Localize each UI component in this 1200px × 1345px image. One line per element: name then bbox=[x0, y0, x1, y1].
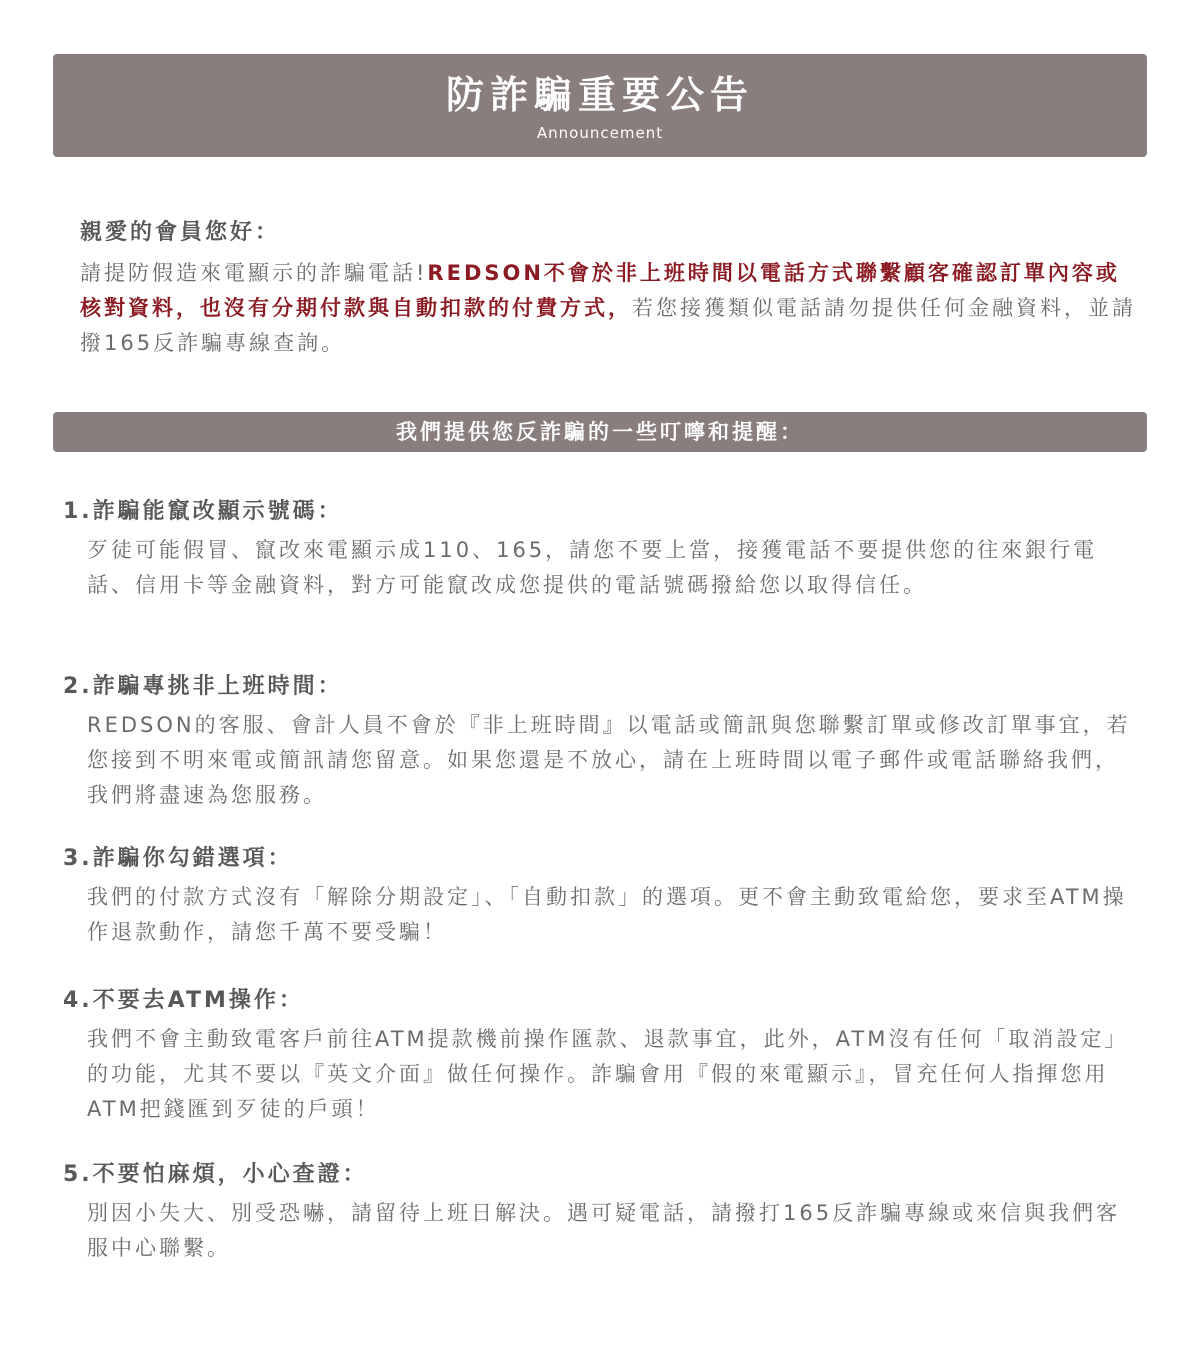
tip-title: 5.不要怕麻煩，小心查證： bbox=[63, 1162, 368, 1187]
tip-item bbox=[63, 842, 1133, 950]
tip-body: 歹徒可能假冒、竄改來電顯示成110、165，請您不要上當，接獲電話不要提供您的往來銀行電話、信用卡等金融資料，對方可能竄改成您提供的電話號碼撥給您以取得信任。 bbox=[87, 538, 1098, 597]
tip-body: 我們不會主動致電客戶前往ATM提款機前操作匯款、退款事宜，此外，ATM沒有任何「取消設定」的功能，尤其不要以『英文介面』做任何操作。詐騙會用『假的來電顯示』，冒充任何人指揮您用ATM把錢匯到歹徒的戶頭！ bbox=[87, 1027, 1129, 1121]
page-title: 防詐騙重要公告 bbox=[445, 73, 754, 117]
tip-item bbox=[63, 495, 1133, 603]
greeting: 親愛的會員您好： bbox=[80, 220, 281, 245]
announcement-banner bbox=[53, 54, 1147, 157]
tip-item bbox=[63, 984, 1133, 1127]
intro-lead: 請提防假造來電顯示的詐騙電話! bbox=[80, 261, 428, 285]
tip-title: 2.詐騙專挑非上班時間： bbox=[63, 674, 343, 699]
tip-item bbox=[63, 1158, 1133, 1266]
tip-title: 4.不要去ATM操作： bbox=[63, 988, 304, 1013]
tip-title: 1.詐騙能竄改顯示號碼： bbox=[63, 499, 343, 524]
tips-header-banner: 我們提供您反詐騙的一些叮嚀和提醒： bbox=[53, 412, 1147, 452]
tip-body: REDSON的客服、會計人員不會於『非上班時間』以電話或簡訊與您聯繫訂單或修改訂單事宜，若您接到不明來電或簡訊請您留意。如果您還是不放心，請在上班時間以電子郵件或電話聯絡我們，我們將盡速為您服務。 bbox=[87, 713, 1131, 807]
tip-body: 我們的付款方式沒有「解除分期設定」、「自動扣款」的選項。更不會主動致電給您，要求至ATM操作退款動作，請您千萬不要受騙！ bbox=[87, 885, 1127, 944]
tip-body: 別因小失大、別受恐嚇，請留待上班日解決。遇可疑電話，請撥打165反詐騙專線或來信與我們客服中心聯繫。 bbox=[87, 1201, 1121, 1260]
page-subtitle: Announcement bbox=[536, 124, 664, 142]
intro-paragraph bbox=[80, 256, 1140, 361]
intro-tail: 若您接獲類似電話請勿提供任何金融資料，並請撥165反詐騙專線查詢。 bbox=[80, 296, 1136, 355]
tip-item bbox=[63, 670, 1133, 813]
tip-title: 3.詐騙你勾錯選項： bbox=[63, 846, 293, 871]
intro-warning: REDSON不會於非上班時間以電話方式聯繫顧客確認訂單內容或核對資料，也沒有分期付款與自動扣款的付費方式， bbox=[80, 261, 1120, 320]
